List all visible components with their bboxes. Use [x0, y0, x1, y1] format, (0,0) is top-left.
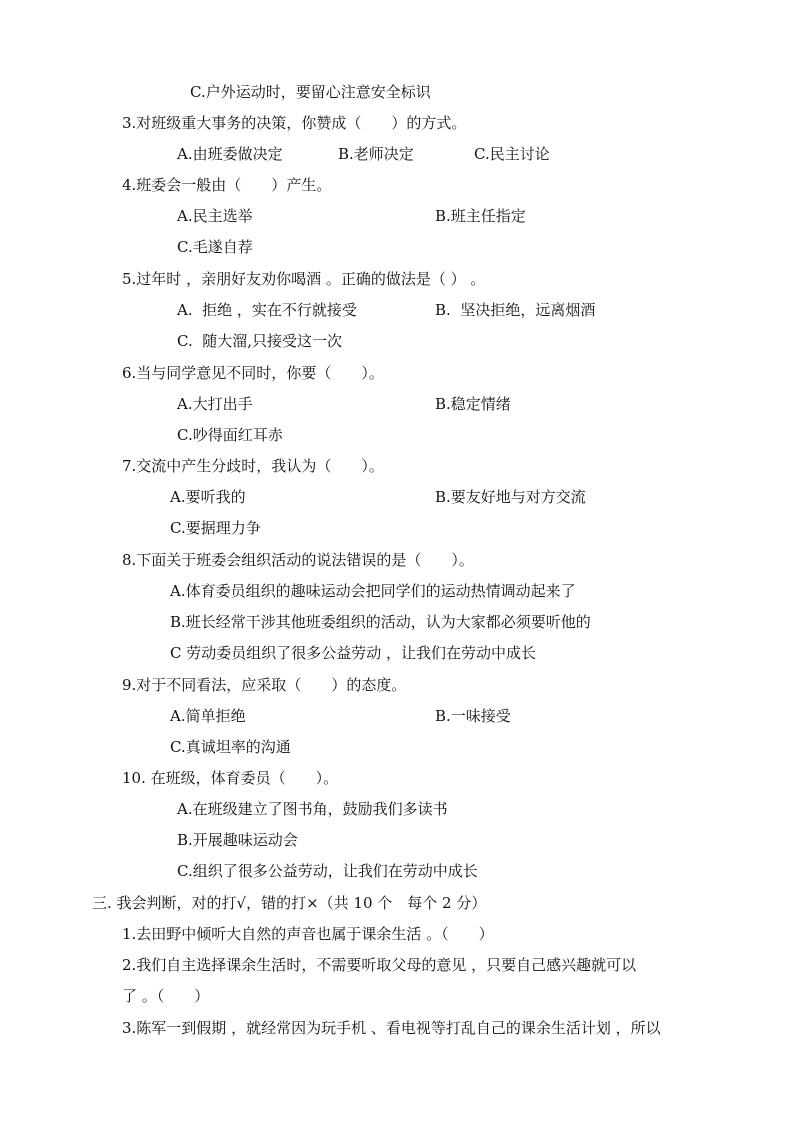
q6-option-a: A.大打出手	[177, 395, 253, 413]
q9-stem: 9.对于不同看法，应采取（ ）的态度。	[122, 676, 407, 694]
q9-option-c: C.真诚坦率的沟通	[170, 738, 291, 756]
q4-stem: 4.班委会一般由（ ）产生。	[122, 176, 332, 194]
q3-stem: 3.对班级重大事务的决策，你赞成（ ）的方式。	[122, 114, 467, 132]
q9-option-b: B.一味接受	[435, 707, 511, 725]
q10-option-a: A.在班级建立了图书角，鼓励我们多读书	[177, 800, 448, 818]
q6-stem: 6.当与同学意见不同时，你要（ ）。	[122, 364, 384, 382]
q4-option-a: A.民主选举	[177, 207, 253, 225]
q8-option-a: A.体育委员组织的趣味运动会把同学们的运动热情调动起来了	[170, 582, 576, 600]
q3-option-b: B.老师决定	[338, 145, 414, 163]
judge-item-2-line-1: 2.我们自主选择课余生活时，不需要听取父母的意见 ，只要自己感兴趣就可以	[122, 956, 637, 974]
q4-option-c: C.毛遂自荐	[177, 238, 253, 256]
q6-option-c: C.吵得面红耳赤	[177, 426, 283, 444]
q5-stem: 5.过年时 ，亲朋好友劝你喝酒 。正确的做法是（ ） 。	[122, 270, 486, 288]
q8-option-c: C 劳动委员组织了很多公益劳动 ，让我们在劳动中成长	[170, 644, 537, 662]
q5-option-c: C. 随大溜,只接受这一次	[177, 332, 343, 350]
q7-option-a: A.要听我的	[170, 488, 246, 506]
q7-stem: 7.交流中产生分歧时，我认为（ ）。	[122, 457, 384, 475]
section-3-heading: 三. 我会判断，对的打√，错的打×（共 10 个 每个 2 分）	[92, 894, 487, 912]
q9-option-a: A.简单拒绝	[170, 707, 246, 725]
judge-item-1: 1.去田野中倾听大自然的声音也属于课余生活 。（ ）	[122, 925, 494, 943]
q7-option-c: C.要据理力争	[170, 519, 261, 537]
q10-option-c: C.组织了很多公益劳动，让我们在劳动中成长	[177, 862, 478, 880]
judge-item-3-line-1: 3.陈军一到假期 ，就经常因为玩手机 、看电视等打乱自己的课余生活计划 ，所以	[122, 1019, 661, 1037]
q10-stem: 10. 在班级，体育委员（ ）。	[122, 769, 339, 787]
q5-option-b: B. 坚决拒绝，远离烟酒	[435, 301, 596, 319]
judge-item-2-line-2: 了 。（ ）	[122, 987, 210, 1005]
q3-option-a: A.由班委做决定	[177, 145, 283, 163]
q7-option-b: B.要友好地与对方交流	[435, 488, 586, 506]
q5-option-a: A. 拒绝 ，实在不行就接受	[177, 301, 357, 319]
q2-option-c: C.户外运动时，要留心注意安全标识	[190, 83, 431, 101]
q8-option-b: B.班长经常干涉其他班委组织的活动，认为大家都必须要听他的	[170, 613, 591, 631]
q4-option-b: B.班主任指定	[435, 207, 526, 225]
q10-option-b: B.开展趣味运动会	[177, 831, 298, 849]
q3-option-c: C.民主讨论	[474, 145, 550, 163]
q6-option-b: B.稳定情绪	[435, 395, 511, 413]
q8-stem: 8.下面关于班委会组织活动的说法错误的是（ ）。	[122, 551, 474, 569]
